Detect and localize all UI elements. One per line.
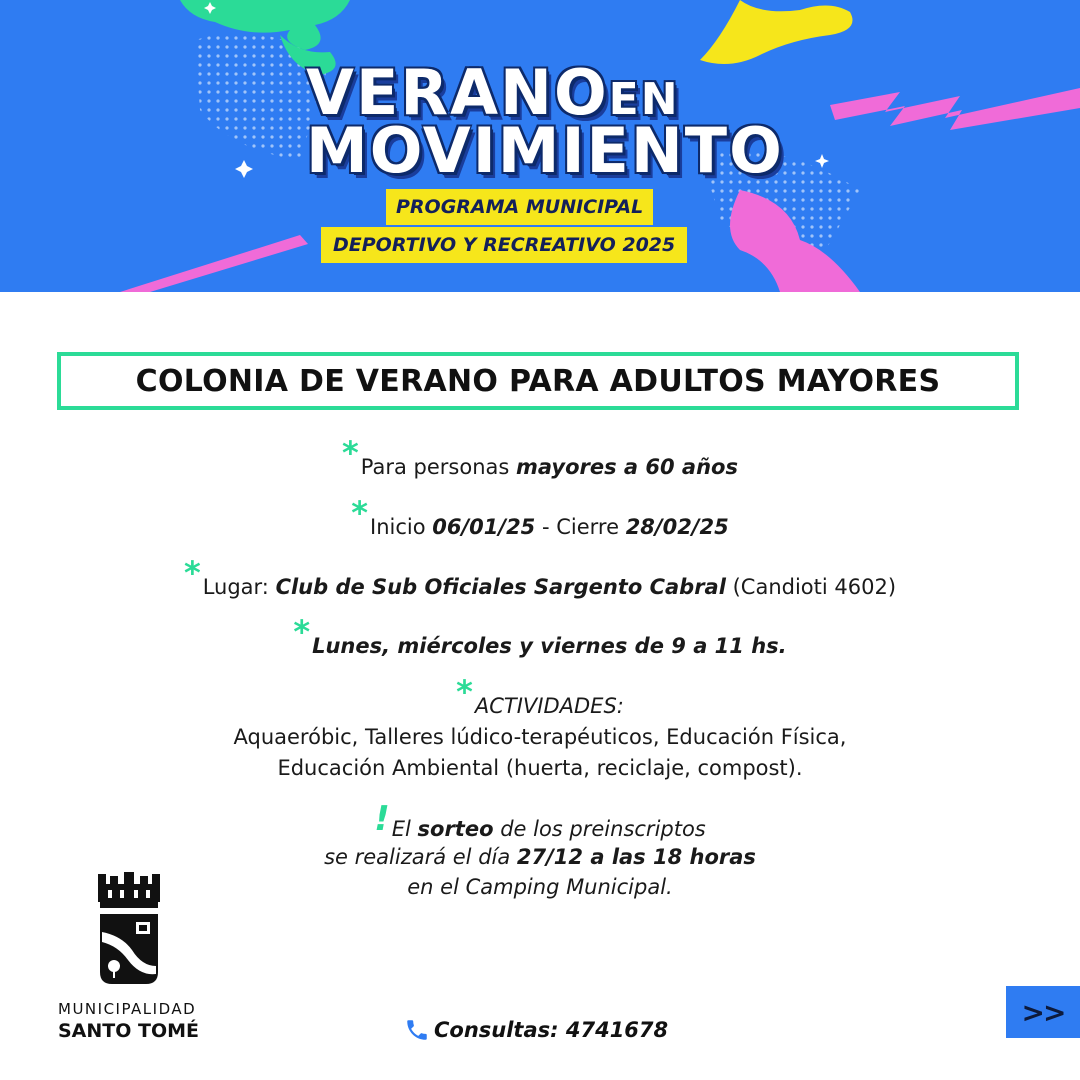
raffle-line-1 [0,799,1080,841]
asterisk-icon: * [456,673,473,711]
info-age-value: mayores a 60 años [515,455,738,479]
asterisk-icon: * [183,554,201,592]
asterisk-icon: * [293,613,311,651]
title-word-en: EN [608,74,680,125]
info-activities-line-1: Aquaeróbic, Talleres lúdico-terapéuticos, Educación Física, [233,725,847,749]
title-word-verano: VERANO [306,56,609,129]
info-schedule [0,613,1080,658]
info-dates-middle: - Cierre [535,515,626,539]
info-dates-prefix: Inicio [370,515,433,539]
info-age [0,434,1080,479]
info-place-name: Club de Sub Oficiales Sargento Cabral [275,575,726,599]
raffle-text: El [391,817,418,841]
raffle-line-2 [0,845,1080,869]
raffle-date: 27/12 a las 18 horas [516,845,756,869]
raffle-keyword: sorteo [417,817,494,841]
next-slide-label: >> [1021,995,1065,1029]
subtitle-bar-2: DEPORTIVO Y RECREATIVO 2025 [321,227,687,263]
phone-icon [404,1017,430,1043]
banner-title [0,0,1080,292]
info-place-address: (Candioti 4602) [725,575,897,599]
section-heading-text: COLONIA DE VERANO PARA ADULTOS MAYORES [135,363,941,399]
raffle-place: en el Camping Municipal. [407,875,673,899]
contact-info [404,1015,668,1045]
asterisk-icon: * [342,434,359,472]
info-age-prefix: Para personas [360,455,516,479]
logo-text-city: SANTO TOMÉ [58,1020,200,1042]
info-activities-label [0,673,1080,718]
logo-text-municipalidad: MUNICIPALIDAD [58,1000,197,1018]
subtitle-bar-1: PROGRAMA MUNICIPAL [386,189,653,225]
raffle-text: se realizará el día [324,845,517,869]
header-banner [0,0,1080,292]
next-slide-button[interactable] [1006,986,1080,1038]
info-dates [0,494,1080,539]
contact-text: Consultas: 4741678 [434,1018,669,1042]
info-start-date: 06/01/25 [432,515,536,539]
info-place [0,554,1080,599]
info-end-date: 28/02/25 [625,515,729,539]
info-place-prefix: Lugar: [202,575,276,599]
raffle-text: de los preinscriptos [493,817,706,841]
asterisk-icon: * [351,494,369,532]
exclamation-icon: ! [374,799,390,839]
info-activities-line-2: Educación Ambiental (huerta, reciclaje, compost). [277,756,803,780]
section-heading [57,352,1019,410]
title-line-2: MOVIMIENTO [306,114,784,187]
info-schedule-text: Lunes, miércoles y viernes de 9 a 11 hs. [312,634,787,658]
activities-label: ACTIVIDADES: [474,694,624,718]
